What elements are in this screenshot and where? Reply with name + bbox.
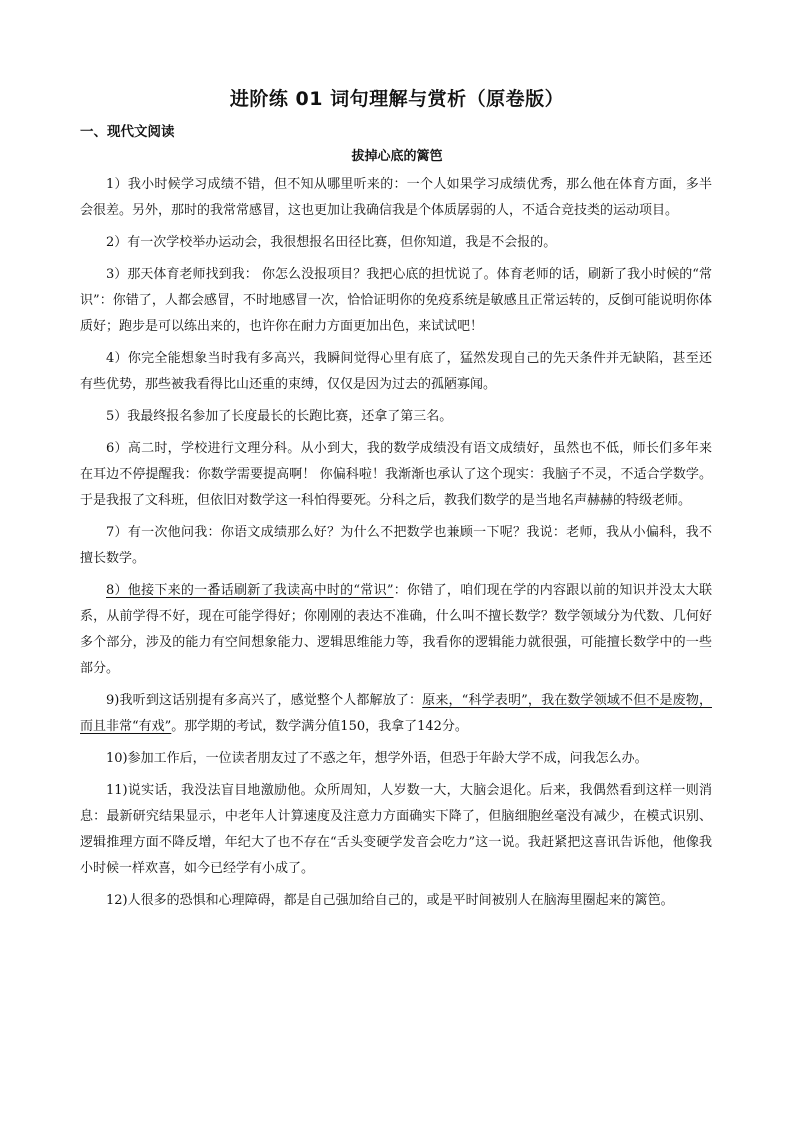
paragraph-8: 8）他接下来的一番话刷新了我读高中时的“常识”：你错了，咱们现在学的内容跟以前的知识并没太大联系，从前学得不好，现在可能学得好；你刚刚的表达不准确，什么叫不擅长数学？数学领域分为代数、几何好多个部分，涉及的能力有空间想象能力、逻辑思维能力等，我看你的逻辑能力就很强，可能擅长数学中的一些部分。 — [80, 583, 712, 676]
underlined-sentence: 原来，“科学表明”，我在数学领域不但不是废物，而且非常“有戏” — [80, 693, 712, 734]
paragraph-1: 1）我小时候学习成绩不错，但不知从哪里听来的：一个人如果学习成绩优秀，那么他在体育方面，多半会很差。另外，那时的我常常感冒，这也更加让我确信我是个体质孱弱的人，不适合竞技类的运动项目。 — [80, 177, 712, 218]
paragraph-12: 12)人很多的恐惧和心理障碍，都是自己强加给自己的，或是平时间被别人在脑海里圈起来的篱笆。 — [106, 893, 674, 908]
paragraph-10: 10)参加工作后，一位读者朋友过了不惑之年，想学外语，但恐于年龄大学不成，问我怎么办。 — [106, 751, 648, 766]
section-heading: 一、现代文阅读 — [80, 124, 175, 140]
document-title: 进阶练 01 词句理解与赏析（原卷版） — [229, 88, 565, 110]
paragraph-9: 9)我听到这话别提有多高兴了，感觉整个人都解放了：原来，“科学表明”，我在数学领域不但不是废物，而且非常“有戏”。那学期的考试，数学满分值150，我拿了142分。 — [80, 693, 712, 734]
article-body — [80, 172, 712, 920]
paragraph-4: 4）你完全能想象当时我有多高兴，我瞬间觉得心里有底了，猛然发现自己的先天条件并无缺陷，甚至还有些优势，那些被我看得比山还重的束缚，仅仅是因为过去的孤陋寡闻。 — [80, 351, 712, 392]
paragraph-6: 6）高二时，学校进行文理分科。从小到大，我的数学成绩没有语文成绩好，虽然也不低，师长们多年来在耳边不停提醒我：你数学需要提高啊！ 你偏科啦！我渐渐也承认了这个现实：我脑子不灵，不适合学数学。于是我报了文科班，但依旧对数学这一科怕得要死。分科之后，教我们数学的是当地名声赫赫的特级老师。 — [80, 441, 712, 508]
underlined-sentence: 8）他接下来的一番话刷新了我读高中时的“常识” — [106, 583, 394, 598]
paragraph-5: 5）我最终报名参加了长度最长的长跑比赛，还拿了第三名。 — [106, 409, 453, 424]
paragraph-11: 11)说实话，我没法盲目地激励他。众所周知，人岁数一大，大脑会退化。后来，我偶然看到这样一则消息：最新研究结果显示，中老年人计算速度及注意力方面确实下降了，但脑细胞丝毫没有减少，在模式识别、逻辑推理方面不降反增，年纪大了也不存在“舌头变硬学发音会吃力”这一说。我赶紧把这喜讯告诉他，他像我小时候一样欢喜，如今已经学有小成了。 — [80, 783, 712, 876]
paragraph-2: 2）有一次学校举办运动会，我很想报名田径比赛，但你知道，我是不会报的。 — [106, 235, 557, 250]
paragraph-3: 3）那天体育老师找到我： 你怎么没报项目？我把心底的担忧说了。体育老师的话，刷新了我小时候的“常识”：你错了，人都会感冒，不时地感冒一次，恰恰证明你的免疫系统是敏感且正常运转的，反倒可能说明你体质好；跑步是可以练出来的，也许你在耐力方面更加出色，来试试吧！ — [80, 267, 712, 334]
article-title: 拔掉心底的篱笆 — [351, 149, 443, 164]
paragraph-7: 7）有一次他问我：你语文成绩那么好？为什么不把数学也兼顾一下呢？我说：老师，我从小偏科，我不擅长数学。 — [80, 525, 712, 566]
